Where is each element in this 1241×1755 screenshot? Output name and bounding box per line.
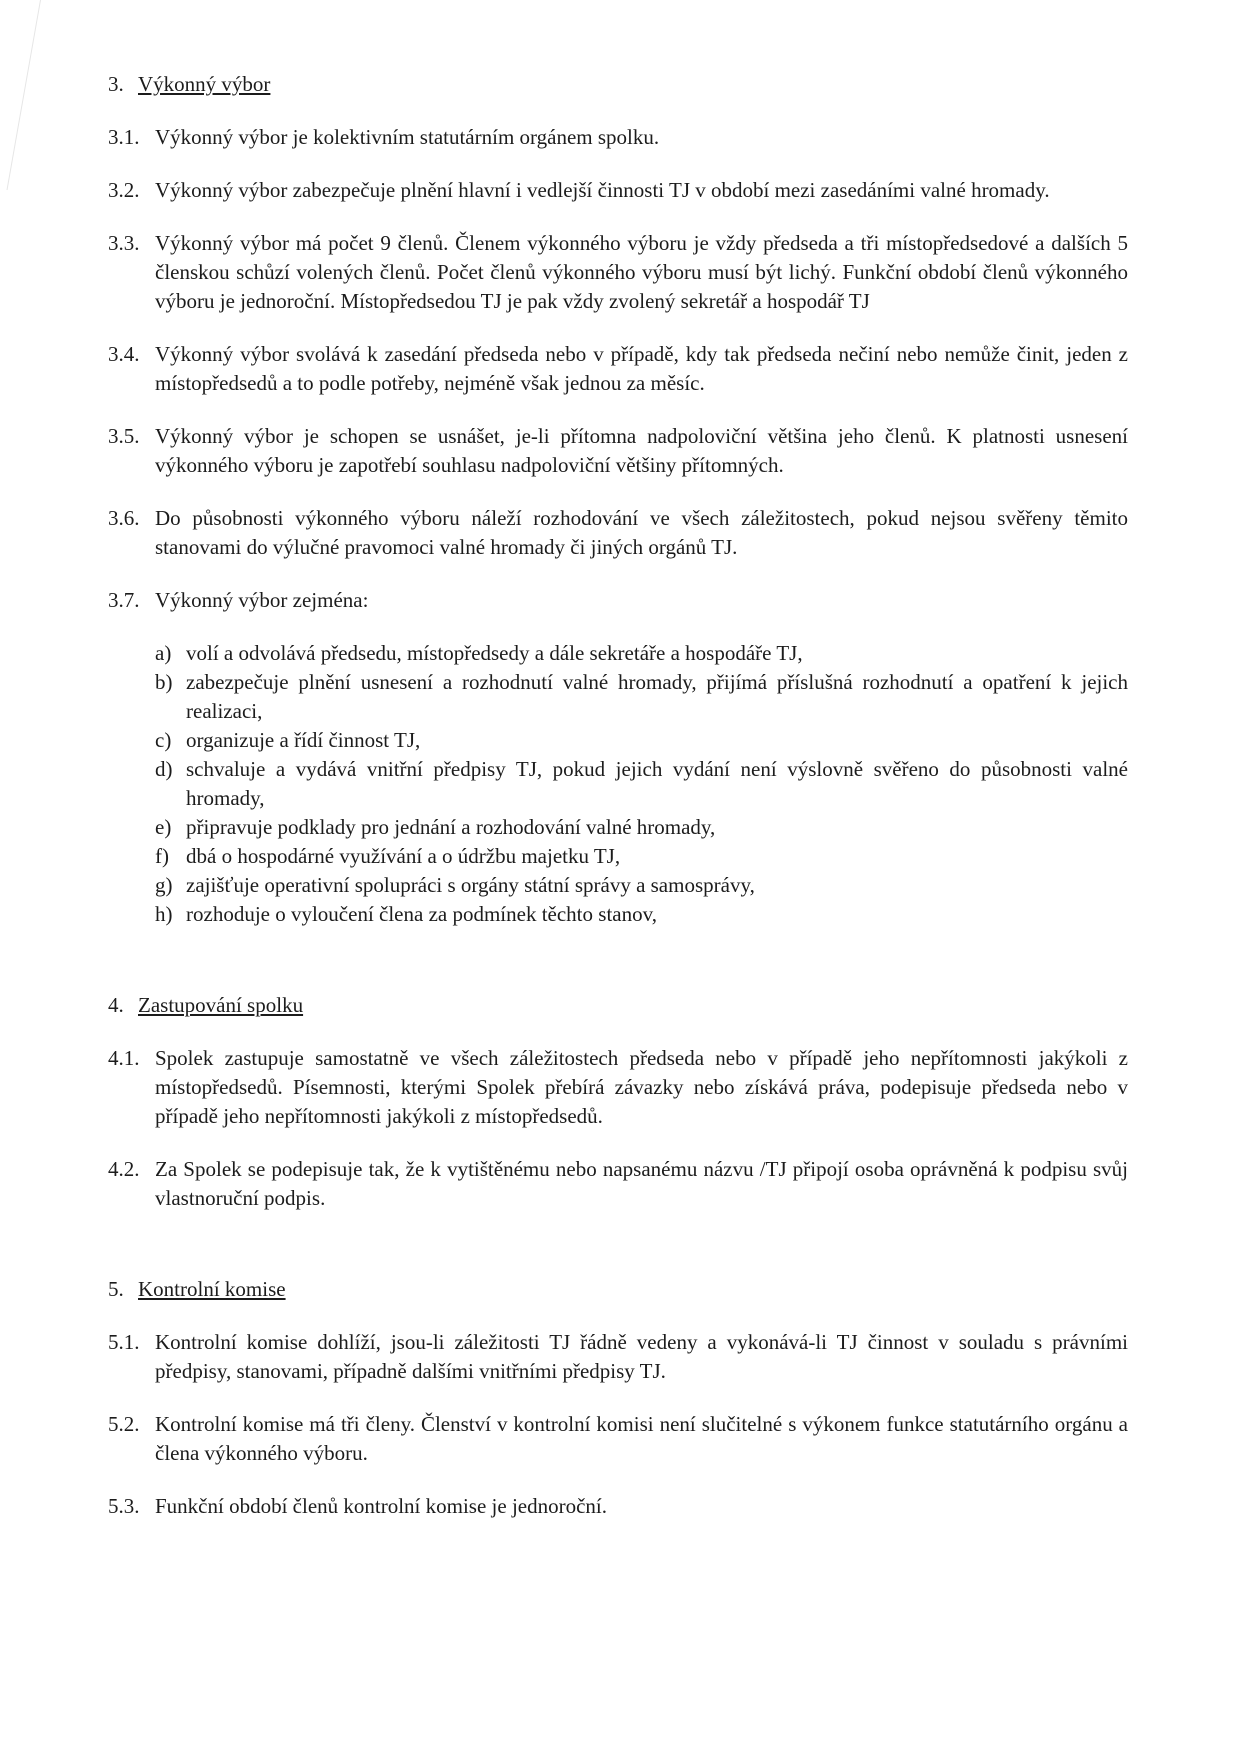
section-number: 5. — [108, 1277, 124, 1301]
section-title: Výkonný výbor — [138, 72, 271, 96]
section-number: 4. — [108, 993, 124, 1017]
paragraph-text: Kontrolní komise má tři členy. Členství v kontrolní komisi není slučitelné s výkonem funkce statutárního orgánu a člena výkonného výboru. — [155, 1412, 1128, 1465]
paragraph-number: 3.2. — [108, 178, 140, 202]
section-heading — [108, 1275, 1128, 1304]
list-letter: b) — [155, 670, 173, 694]
paragraph — [108, 504, 1128, 562]
paragraph-text: Výkonný výbor má počet 9 členů. Členem výkonného výboru je vždy předseda a tři místopředsedové a dalších 5 členskou schůzí volených členů. Počet členů výkonného výboru musí být lichý. Funkční období členů výkonného výboru je jednoroční. Místopředsedou TJ je pak vždy zvolený sekretář a hospodář TJ — [155, 231, 1128, 313]
paragraph-text: Kontrolní komise dohlíží, jsou-li záležitosti TJ řádně vedeny a vykonává-li TJ činnost v souladu s právními předpisy, stanovami, případně dalšími vnitřními předpisy TJ. — [155, 1330, 1128, 1383]
list-letter: g) — [155, 873, 173, 897]
paragraph-number: 3.1. — [108, 125, 140, 149]
list-item — [108, 900, 1128, 929]
paragraph — [108, 176, 1128, 205]
list-item — [108, 639, 1128, 668]
paragraph — [108, 1492, 1128, 1521]
list-item — [108, 755, 1128, 813]
paragraph-text: Výkonný výbor zejména: — [155, 588, 369, 612]
paragraph-number: 3.7. — [108, 588, 140, 612]
paragraph-text: Spolek zastupuje samostatně ve všech záležitostech předseda nebo v případě jeho nepřítomnosti jakýkoli z místopředsedů. Písemnosti, kterými Spolek přebírá závazky nebo získává práva, podepisuje předseda nebo v případě jeho nepřítomnosti jakýkoli z místopředsedů. — [155, 1046, 1128, 1128]
paragraph — [108, 586, 1128, 615]
paragraph — [108, 123, 1128, 152]
section-spacer — [108, 953, 1128, 991]
paragraph-number: 3.3. — [108, 231, 140, 255]
document-body — [108, 70, 1128, 1545]
list-item — [108, 813, 1128, 842]
list-item — [108, 871, 1128, 900]
list-text: volí a odvolává předsedu, místopředsedy a dále sekretáře a hospodáře TJ, — [186, 641, 803, 665]
list-item — [108, 842, 1128, 871]
paragraph-text: Výkonný výbor zabezpečuje plnění hlavní i vedlejší činnosti TJ v období mezi zasedáními valné hromady. — [155, 178, 1050, 202]
paragraph-number: 4.1. — [108, 1046, 140, 1070]
paragraph-text: Funkční období členů kontrolní komise je jednoroční. — [155, 1494, 608, 1518]
section-title: Kontrolní komise — [138, 1277, 286, 1301]
list-letter: d) — [155, 757, 173, 781]
paragraph-text: Výkonný výbor svolává k zasedání předseda nebo v případě, kdy tak předseda nečiní nebo nemůže činit, jeden z místopředsedů a to podle potřeby, nejméně však jednou za měsíc. — [155, 342, 1128, 395]
list-letter: c) — [155, 728, 172, 752]
list-text: schvaluje a vydává vnitřní předpisy TJ, pokud jejich vydání není výslovně svěřeno do působnosti valné hromady, — [186, 757, 1128, 810]
paragraph — [108, 1155, 1128, 1213]
scanned-page-edge — [0, 0, 41, 190]
paragraph — [108, 1044, 1128, 1131]
duties-list — [108, 639, 1128, 929]
list-letter: a) — [155, 641, 172, 665]
list-text: organizuje a řídí činnost TJ, — [186, 728, 421, 752]
paragraph-number: 3.6. — [108, 506, 140, 530]
paragraph — [108, 340, 1128, 398]
paragraph — [108, 1328, 1128, 1386]
section-heading — [108, 991, 1128, 1020]
section-title: Zastupování spolku — [138, 993, 304, 1017]
paragraph-number: 3.4. — [108, 342, 140, 366]
list-letter: e) — [155, 815, 172, 839]
paragraph-number: 5.2. — [108, 1412, 140, 1436]
list-text: zajišťuje operativní spolupráci s orgány státní správy a samosprávy, — [186, 873, 755, 897]
paragraph-text: Do působnosti výkonného výboru náleží rozhodování ve všech záležitostech, pokud nejsou svěřeny těmito stanovami do výlučné pravomoci valné hromady či jiných orgánů TJ. — [155, 506, 1128, 559]
paragraph — [108, 422, 1128, 480]
list-letter: f) — [155, 844, 169, 868]
paragraph-number: 5.3. — [108, 1494, 140, 1518]
paragraph — [108, 229, 1128, 316]
paragraph-number: 5.1. — [108, 1330, 140, 1354]
paragraph-text: Výkonný výbor je schopen se usnášet, je-li přítomna nadpoloviční většina jeho členů. K platnosti usnesení výkonného výboru je zapotřebí souhlasu nadpoloviční většiny přítomných. — [155, 424, 1128, 477]
list-text: dbá o hospodárné využívání a o údržbu majetku TJ, — [186, 844, 621, 868]
list-text: zabezpečuje plnění usnesení a rozhodnutí valné hromady, přijímá příslušná rozhodnutí a opatření k jejich realizaci, — [186, 670, 1128, 723]
section-number: 3. — [108, 72, 124, 96]
list-text: připravuje podklady pro jednání a rozhodování valné hromady, — [186, 815, 716, 839]
paragraph-text: Za Spolek se podepisuje tak, že k vytištěnému nebo napsanému názvu /TJ připojí osoba oprávněná k podpisu svůj vlastnoruční podpis. — [155, 1157, 1128, 1210]
paragraph-text: Výkonný výbor je kolektivním statutárním orgánem spolku. — [155, 125, 660, 149]
paragraph-number: 4.2. — [108, 1157, 140, 1181]
list-item — [108, 726, 1128, 755]
list-text: rozhoduje o vyloučení člena za podmínek těchto stanov, — [186, 902, 657, 926]
section-spacer — [108, 1237, 1128, 1275]
paragraph — [108, 1410, 1128, 1468]
paragraph-number: 3.5. — [108, 424, 140, 448]
list-item — [108, 668, 1128, 726]
list-letter: h) — [155, 902, 173, 926]
section-heading — [108, 70, 1128, 99]
